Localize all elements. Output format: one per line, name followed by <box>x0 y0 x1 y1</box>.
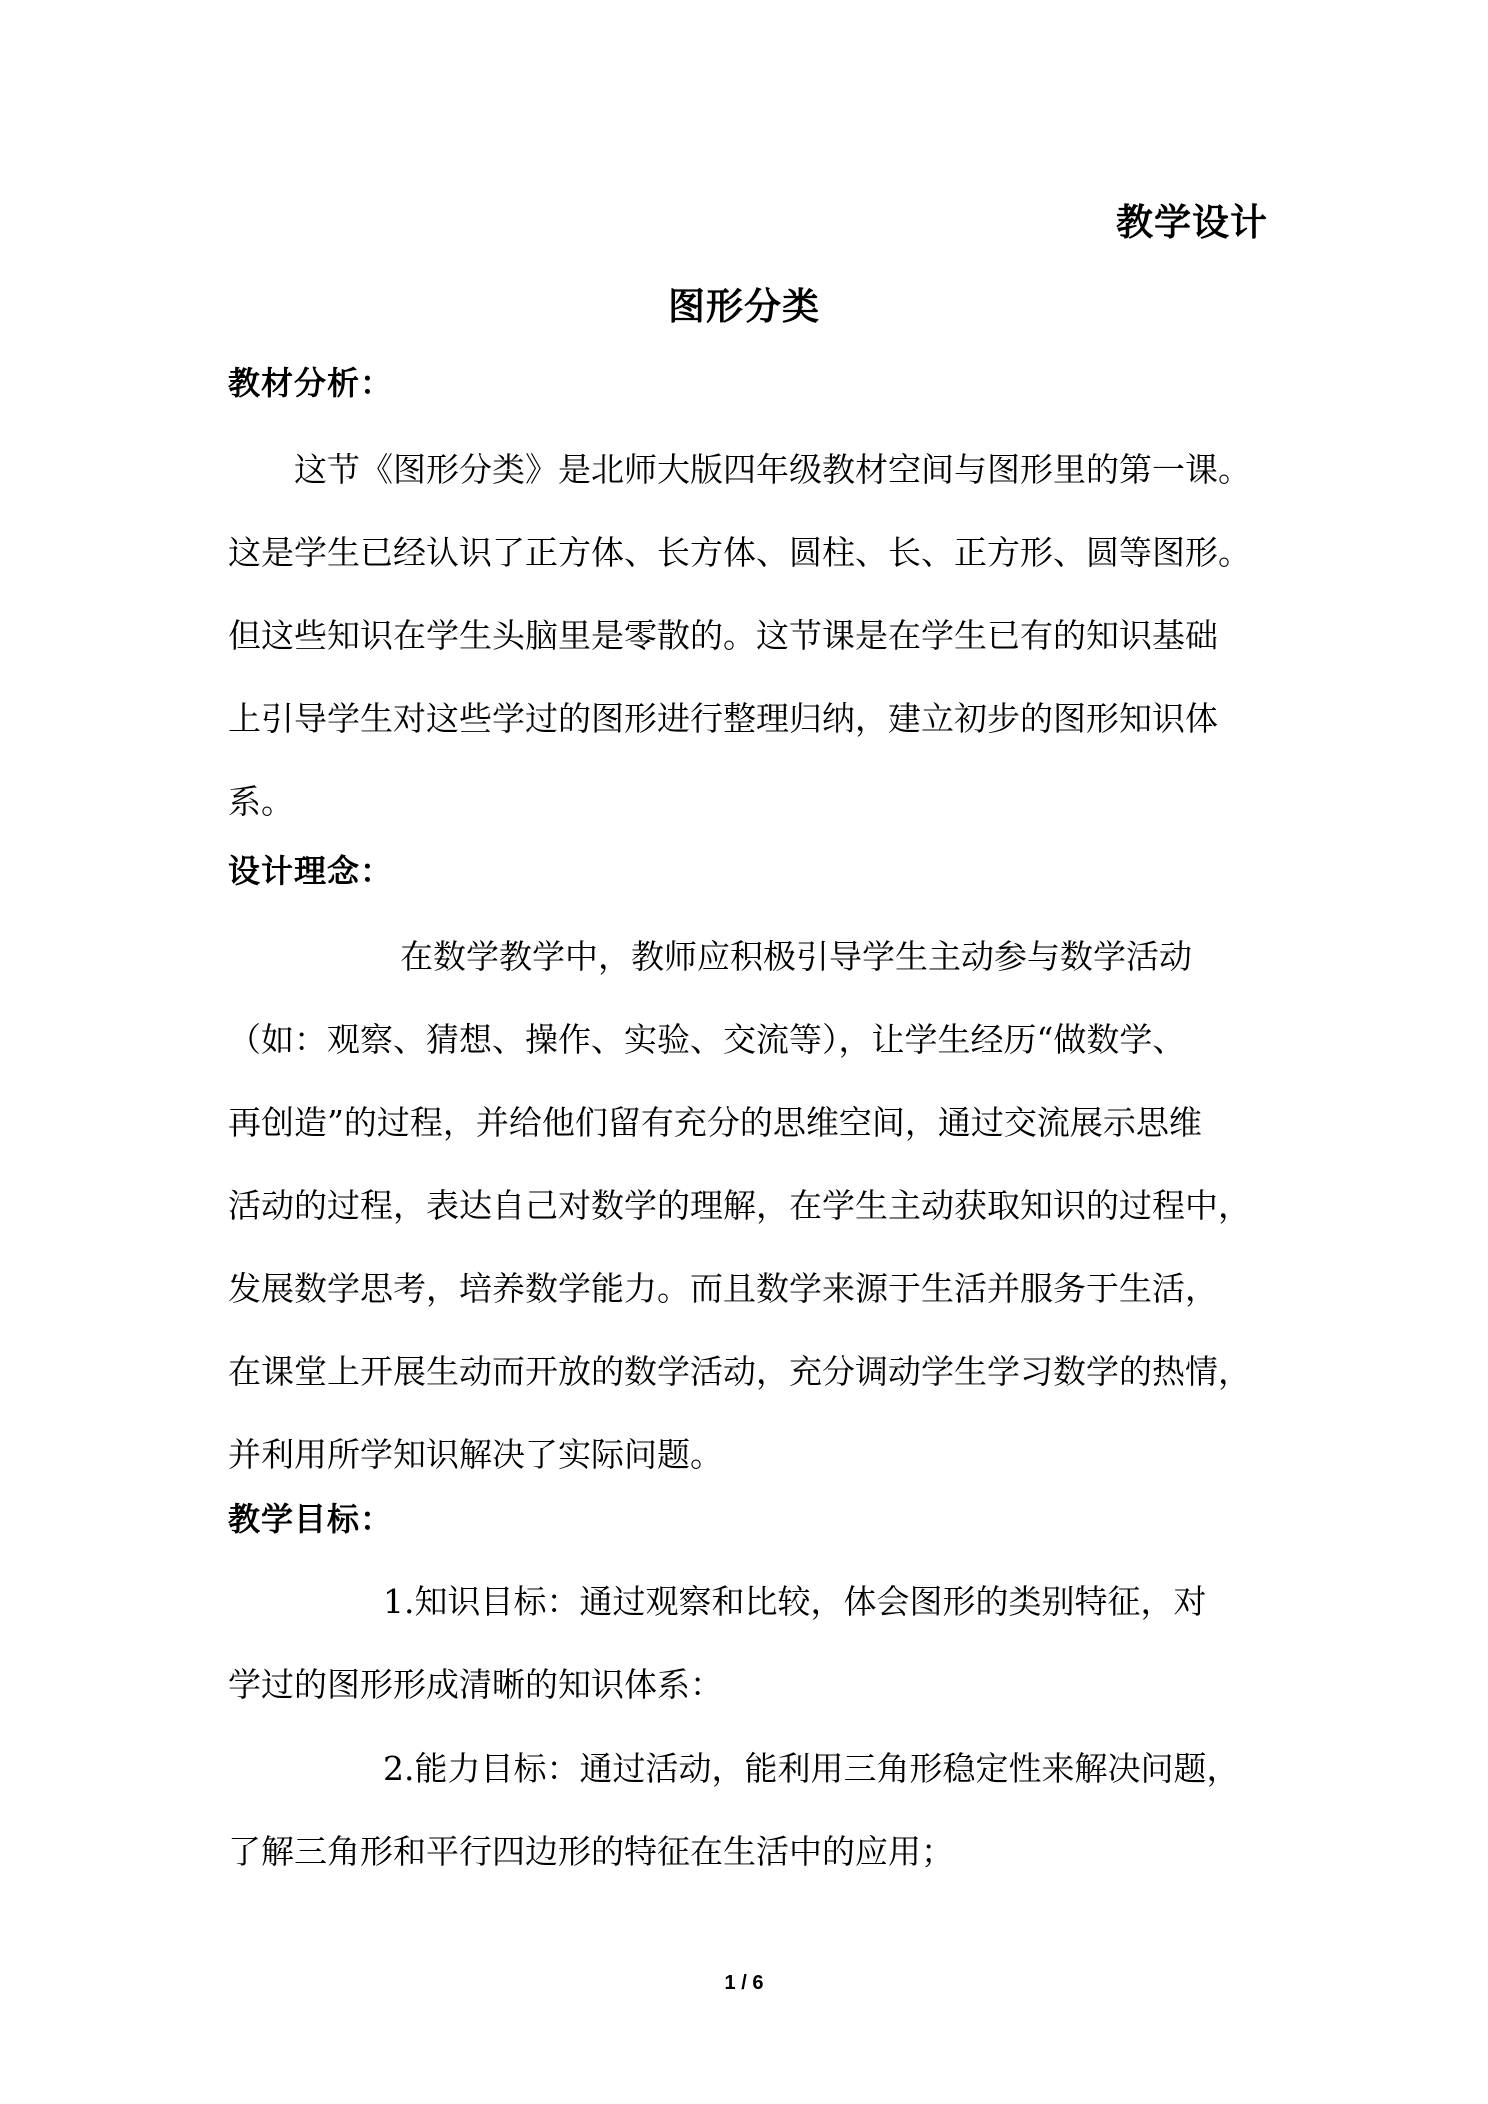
text-line: 1.知识目标：通过观察和比较，体会图形的类别特征，对 <box>383 1582 1207 1621</box>
paragraph-material-analysis <box>228 428 1268 843</box>
text-line: 但这些知识在学生头脑里是零散的。这节课是在学生已有的知识基础 <box>228 616 1218 655</box>
section-heading-design-concept: 设计理念： <box>228 852 394 890</box>
text-line: 发展数学思考，培养数学能力。而且数学来源于生活并服务于生活， <box>228 1269 1218 1308</box>
text-line: 这节《图形分类》是北师大版四年级教材空间与图形里的第一课。 <box>294 450 1251 489</box>
goal-knowledge <box>228 1560 1268 1726</box>
document-label: 教学设计 <box>1116 200 1268 244</box>
text-line: 并利用所学知识解决了实际问题。 <box>228 1435 723 1474</box>
text-line: 系。 <box>228 782 294 821</box>
text-line: 再创造”的过程，并给他们留有充分的思维空间，通过交流展示思维 <box>228 1103 1202 1142</box>
text-line: 活动的过程，表达自己对数学的理解，在学生主动获取知识的过程中， <box>228 1186 1251 1225</box>
text-line: 这是学生已经认识了正方体、长方体、圆柱、长、正方形、圆等图形。 <box>228 533 1251 572</box>
paragraph-design-concept <box>228 915 1268 1496</box>
text-line: 在课堂上开展生动而开放的数学活动，充分调动学生学习数学的热情， <box>228 1352 1251 1391</box>
text-line: 了解三角形和平行四边形的特征在生活中的应用； <box>228 1832 954 1871</box>
text-line: （如：观察、猜想、操作、实验、交流等），让学生经历“做数学、 <box>228 1020 1186 1059</box>
page-indicator: 1 / 6 <box>724 1972 764 1994</box>
section-heading-teaching-goals: 教学目标： <box>228 1500 394 1538</box>
text-line: 学过的图形形成清晰的知识体系： <box>228 1665 723 1704</box>
text-line: 2.能力目标：通过活动，能利用三角形稳定性来解决问题， <box>383 1749 1240 1788</box>
text-line: 上引导学生对这些学过的图形进行整理归纳，建立初步的图形知识体 <box>228 699 1218 738</box>
text-line: 在数学教学中，教师应积极引导学生主动参与数学活动 <box>400 937 1192 976</box>
goal-ability <box>228 1727 1268 1893</box>
section-heading-material-analysis: 教材分析： <box>228 364 394 402</box>
document-title: 图形分类 <box>668 284 820 328</box>
